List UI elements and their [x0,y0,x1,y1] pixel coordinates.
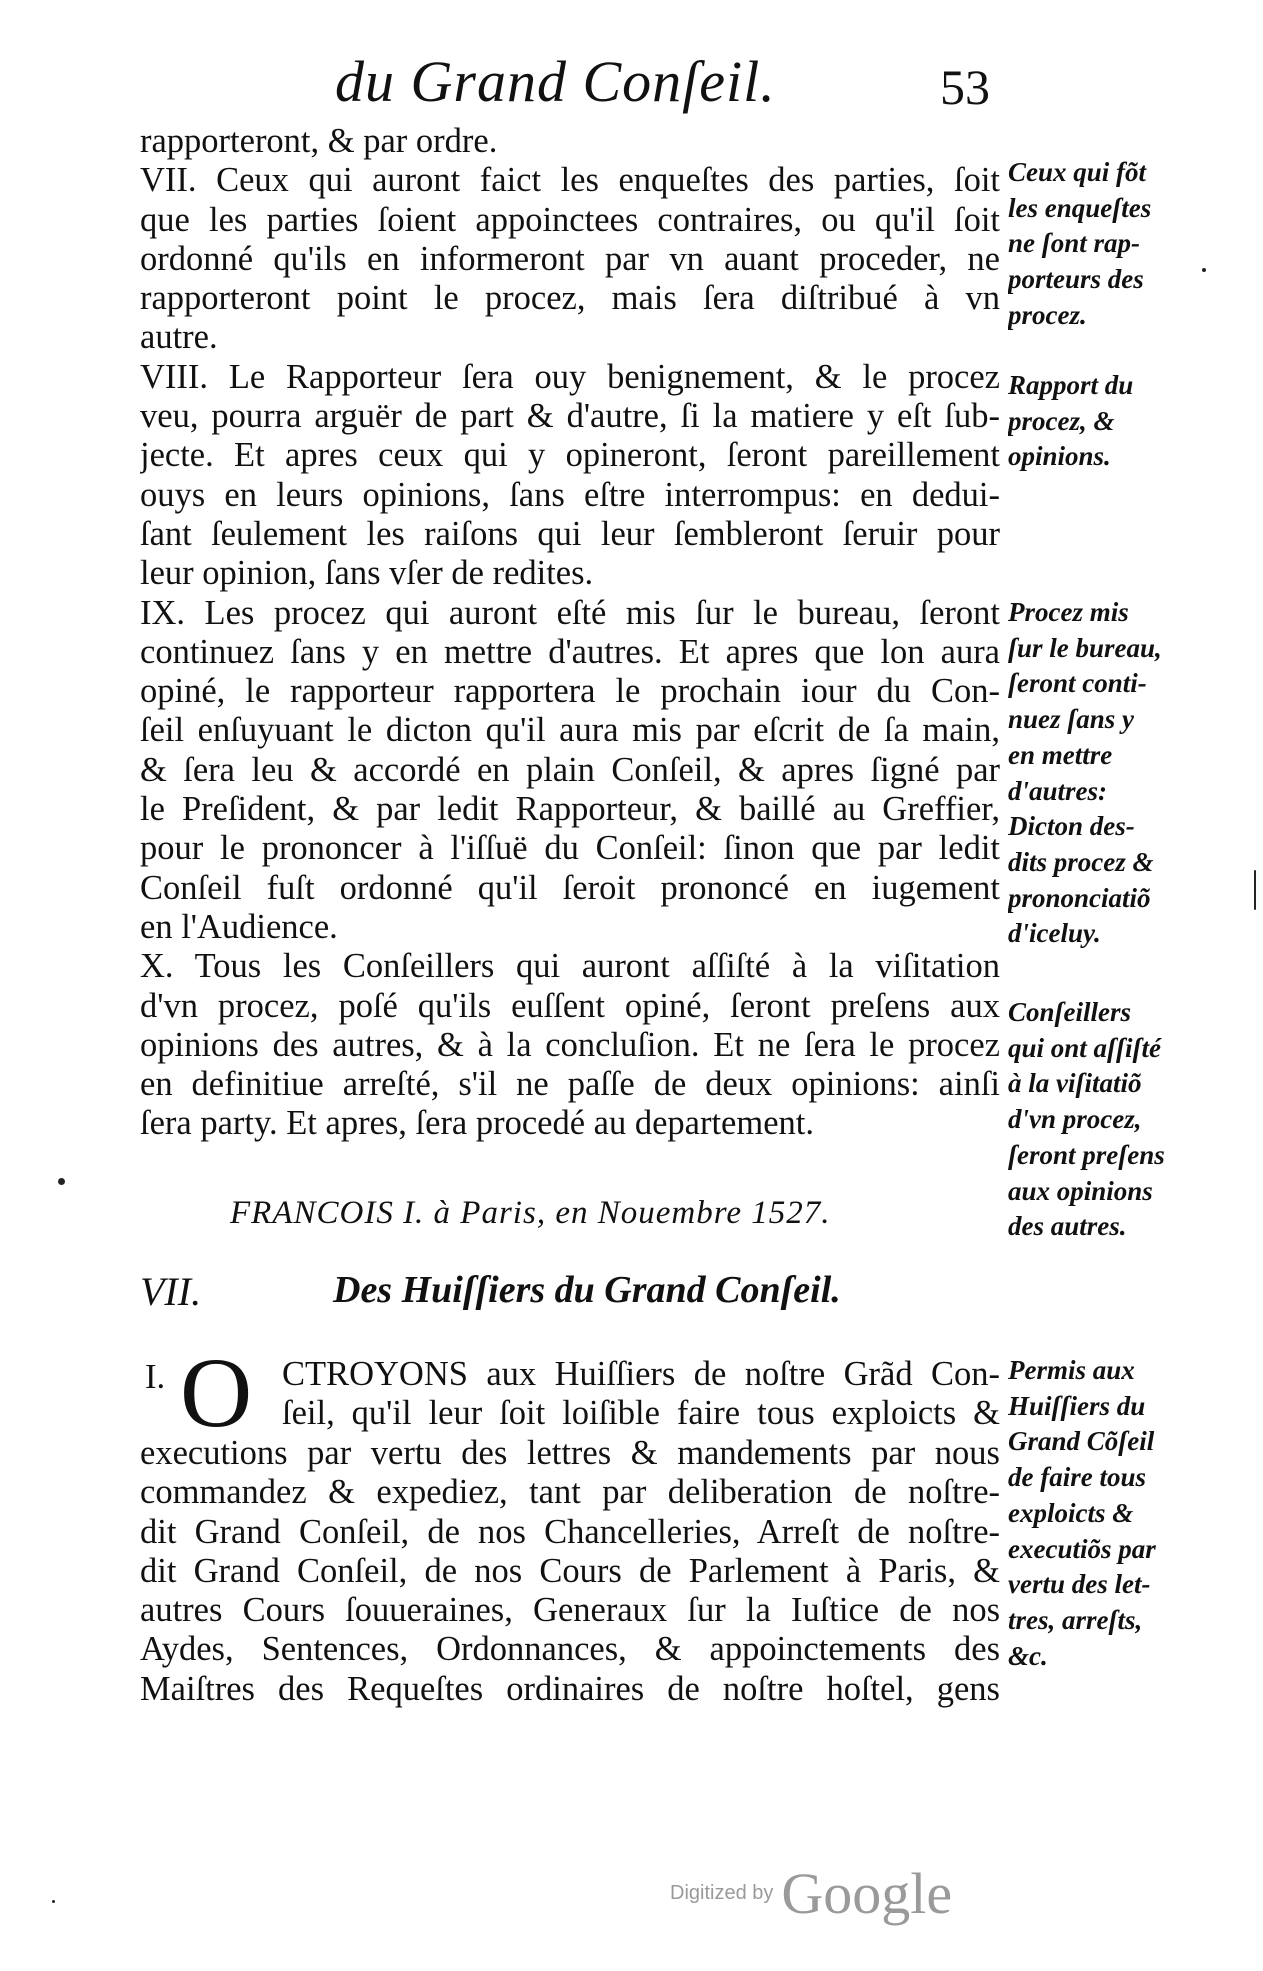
main-text-block-2a [282,1355,1000,1434]
article-number: I. [145,1358,166,1396]
margin-line: à la viſitatiõ [1008,1068,1142,1099]
margin-line: Huiſſiers du [1008,1390,1146,1421]
margin-line: d'iceluy. [1008,918,1101,949]
ink-speck [52,1900,55,1903]
margin-line: exploicts & [1008,1497,1134,1528]
margin-note-5 [1008,1353,1203,1674]
text-line: rapporteront, & par ordre. [140,122,498,160]
margin-line: nuez ſans y [1008,704,1135,735]
text-line: veu, pourra arguër de part & d'autre, ſi la matiere y eſt ſub- [140,397,1000,436]
margin-line: &c. [1008,1640,1048,1671]
text-line: rapporteront point le procez, mais ſera diſtribué à vn [140,279,1000,318]
text-line: jecte. Et apres ceux qui y opineront, ſeront pareillement [140,436,1000,475]
text-line: dit Grand Conſeil, de nos Chancelleries, Arreſt de noſtre- [140,1512,1000,1551]
text-line: ouys en leurs opinions, ſans eſtre interrompus: en dedui- [140,475,1000,514]
text-line: Conſeil fuſt ordonné qu'il ſeroit prononcé en iugement [140,868,1000,907]
digitized-label: Digitized by [670,1882,774,1904]
text-line: CTROYONS aux Huiſſiers de noſtre Grãd Con- [282,1355,1000,1393]
margin-note-1 [1008,155,1203,334]
margin-line: Rapport du [1008,370,1134,400]
royal-signature-line: FRANCOIS I. à Paris, en Nouembre 1527. [230,1195,831,1231]
margin-line: Ceux qui fõt [1008,157,1147,187]
margin-line: procez, & [1008,405,1115,436]
drop-capital: O [180,1337,253,1448]
ink-speck [58,1178,65,1185]
margin-line: vertu des let- [1008,1569,1151,1600]
margin-line: prononciatiõ [1008,882,1151,913]
running-title: du Grand Conſeil. [335,49,776,114]
margin-line: Permis aux [1008,1355,1135,1385]
text-line: commandez & expediez, tant par deliberation de noſtre- [140,1473,1000,1512]
text-line: executions par vertu des lettres & mandements par nous [140,1434,1000,1472]
text-line: ſant ſeulement les raiſons qui leur ſembleront ſeruir pour [140,514,1000,553]
text-line: X. Tous les Conſeillers qui auront aſſiſté à la viſitation [140,947,1000,986]
ink-speck [1202,268,1206,272]
margin-note-3 [1008,595,1203,952]
text-line: que les parties ſoient appoinctees contraires, ou qu'il ſoit [140,200,1000,239]
text-line: continuez ſans y en mettre d'autres. Et apres que lon aura [140,632,1000,671]
text-line: opinions des autres, & à la concluſion. Et ne ſera le procez [140,1025,1000,1064]
text-line: VII. Ceux qui auront faict les enqueſtes des parties, ſoit [140,161,1000,200]
margin-line: les enqueſtes [1008,192,1152,223]
section-number: VII. [140,1269,202,1314]
margin-line: Dicton des- [1008,811,1135,842]
section-title: Des Huiſſiers du Grand Conſeil. [333,1269,841,1311]
text-line: Maiſtres des Requeſtes ordinaires de noſtre hoſtel, gens [140,1669,1000,1708]
text-line: d'vn procez, poſé qu'ils euſſent opiné, ſeront preſens aux [140,986,1000,1025]
margin-line: procez. [1008,299,1087,330]
text-line: opiné, le rapporteur rapportera le prochain iour du Con- [140,672,1000,711]
text-line: autre. [140,318,218,357]
main-text-block-1 [140,122,1000,1144]
margin-line: d'vn procez, [1008,1104,1142,1135]
text-line: ordonné qu'ils en informeront par vn auant proceder, ne [140,239,1000,278]
main-text-block-2b [140,1434,1000,1709]
margin-line: Grand Cõſeil [1008,1426,1155,1457]
margin-line: porteurs des [1008,264,1144,295]
margin-line: Conſeillers [1008,997,1132,1027]
text-line: & ſera leu & accordé en plain Conſeil, & apres ſigné par [140,750,1000,789]
margin-line: aux opinions [1008,1175,1153,1206]
text-line: autres Cours ſouueraines, Generaux ſur la Iuſtice de nos [140,1591,1000,1630]
text-line: dit Grand Conſeil, de nos Cours de Parlement à Paris, & [140,1551,1000,1590]
text-line: VIII. Le Rapporteur ſera ouy benignement, & le procez [140,357,1000,396]
ink-speck [1254,870,1256,910]
margin-line: tres, arreſts, [1008,1604,1143,1635]
text-line: en definitiue arreſté, s'il ne paſſe de deux opinions: ainſi [140,1065,1000,1104]
margin-line: ſeront conti- [1008,668,1147,699]
text-line: leur opinion, ſans vſer de redites. [140,554,594,593]
margin-line: de faire tous [1008,1462,1146,1493]
margin-line: ſeront preſens [1008,1139,1165,1170]
digitized-by-google-watermark [670,1860,952,1927]
text-line: ſeil, qu'il leur ſoit loiſible faire tous exploicts & [282,1394,1000,1433]
margin-line: qui ont aſſiſté [1008,1032,1161,1063]
page-number: 53 [940,59,990,115]
margin-line: ne ſont rap- [1008,228,1141,259]
margin-line: d'autres: [1008,775,1108,806]
text-line: Aydes, Sentences, Ordonnances, & appoinctements des [140,1630,1000,1669]
margin-note-2 [1008,368,1203,475]
text-line: pour le prononcer à l'iſſuë du Conſeil: ſinon que par ledit [140,829,1000,868]
margin-line: dits procez & [1008,846,1154,877]
margin-line: executiõs par [1008,1533,1156,1564]
margin-line: des autres. [1008,1211,1127,1242]
text-line: IX. Les procez qui auront eſté mis ſur le bureau, ſeront [140,593,1000,632]
text-line: ſera party. Et apres, ſera procedé au departement. [140,1104,814,1143]
text-line: ſeil enſuyuant le dicton qu'il aura mis par eſcrit de ſa main, [140,711,1000,750]
margin-line: opinions. [1008,441,1111,472]
margin-line: en mettre [1008,739,1113,770]
google-wordmark: Google [781,1861,953,1926]
text-line: en l'Audience. [140,907,338,946]
margin-line: Procez mis [1008,597,1129,627]
margin-line: ſur le bureau, [1008,632,1162,663]
margin-note-4 [1008,995,1203,1245]
text-line: le Preſident, & par ledit Rapporteur, & baillé au Greffier, [140,790,1000,829]
